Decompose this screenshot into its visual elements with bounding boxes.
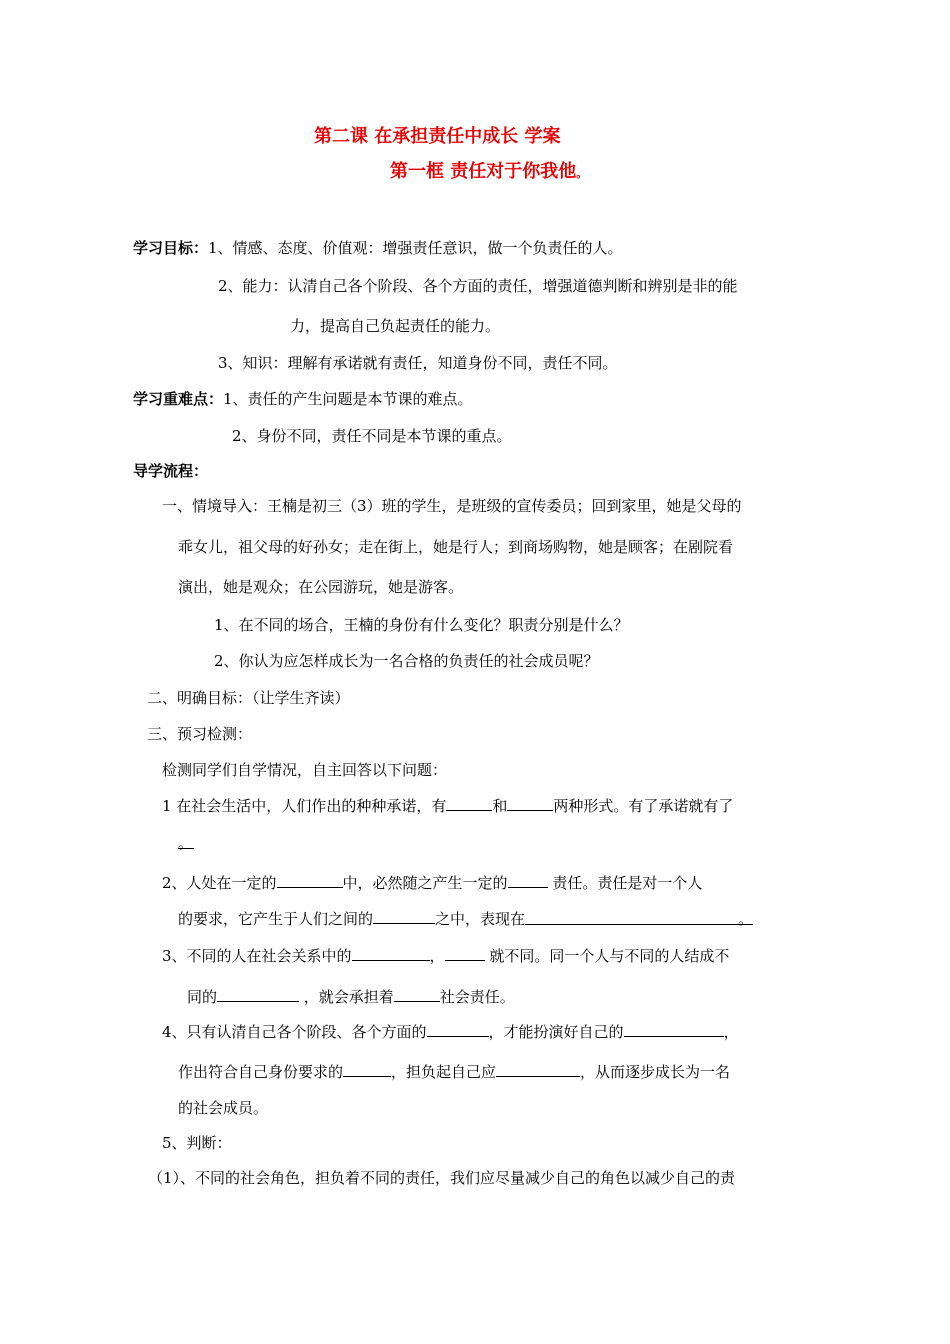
q3-blank-3[interactable] <box>217 985 299 1002</box>
q4-text-d: 作出符合自己身份要求的 <box>178 1063 344 1081</box>
question-2 <box>162 871 702 894</box>
q3-text-b: ， <box>429 947 445 965</box>
q1-blank-1[interactable] <box>446 794 492 811</box>
q1-text-b: 和 <box>492 797 508 815</box>
q1-end-mark: 。 <box>178 834 194 852</box>
q3-blank-4[interactable] <box>394 985 440 1002</box>
q4-blank-1[interactable] <box>427 1020 489 1037</box>
section-clear-goals: 二、明确目标：（让学生齐读） <box>147 689 350 707</box>
scenario-line-2: 乖女儿，祖父母的好孙女；走在街上，她是行人；到商场购物，她是顾客；在剧院看 <box>178 538 734 556</box>
judgement-1: （1）、不同的社会角色，担负着不同的责任，我们应尽量减少自己的角色以减少自己的责 <box>148 1169 736 1187</box>
q1-text-c: 两种形式。有了承诺就有了 <box>553 797 734 815</box>
question-4 <box>162 1020 739 1043</box>
question-3 <box>162 944 729 967</box>
q4-blank-3[interactable] <box>343 1060 391 1077</box>
preview-intro: 检测同学们自学情况，自主回答以下问题： <box>162 761 448 779</box>
q3-text-e: ，就会承担着 <box>299 988 394 1006</box>
q1-blank-3[interactable] <box>178 832 194 852</box>
q4-text-c: ， <box>723 1023 739 1041</box>
key-point-2: 2、身份不同，责任不同是本节课的重点。 <box>232 427 512 445</box>
q4-text-b: ，才能扮演好自己的 <box>488 1023 624 1041</box>
key-points-label: 学习重难点： <box>133 390 224 408</box>
q4-text-f: ，从而逐步成长为一名 <box>580 1063 731 1081</box>
q2-end-mark: 。 <box>738 910 754 928</box>
question-4-cont <box>178 1060 730 1083</box>
section-title-dot: 。 <box>576 167 588 180</box>
q4-text-a: 4、只有认清自己各个阶段、各个方面的 <box>162 1023 427 1041</box>
goals-line-1 <box>133 237 623 259</box>
section-preview-check: 三、预习检测： <box>147 725 253 743</box>
key-point-1: 1、责任的产生问题是本节课的难点。 <box>223 390 473 408</box>
lesson-title: 第二课 在承担责任中成长 学案 <box>314 126 561 147</box>
q2-text-e: 之中，表现在 <box>435 910 526 928</box>
q2-text-d: 的要求，它产生于人们之间的 <box>178 910 374 928</box>
question-4-end: 的社会成员。 <box>178 1099 269 1117</box>
question-1 <box>162 794 733 817</box>
question-2-cont <box>178 907 753 930</box>
q3-text-f: 社会责任。 <box>439 988 515 1006</box>
scenario-question-2: 2、你认为应怎样成长为一名合格的负责任的社会成员呢？ <box>214 652 599 670</box>
goal-1: 1、情感、态度、价值观：增强责任意识，做一个负责任的人。 <box>208 239 623 257</box>
key-points-line-1 <box>133 388 473 410</box>
q4-text-e: ，担负起自己应 <box>391 1063 497 1081</box>
section-title-text: 第一框 责任对于你我他 <box>390 161 577 182</box>
q4-blank-2[interactable] <box>624 1020 724 1037</box>
q3-text-d: 同的 <box>187 988 218 1006</box>
q2-blank-3[interactable] <box>373 907 435 924</box>
q3-text-a: 3、不同的人在社会关系中的 <box>162 947 352 965</box>
scenario-question-1: 1、在不同的场合，王楠的身份有什么变化？职责分别是什么？ <box>214 616 629 634</box>
goal-2b: 力，提高自己负起责任的能力。 <box>290 317 501 335</box>
scenario-line-1: 一、情境导入：王楠是初三（3）班的学生，是班级的宣传委员；回到家里，她是父母的 <box>162 497 742 515</box>
q3-blank-1[interactable] <box>352 944 430 961</box>
question-5: 5、判断： <box>162 1134 232 1152</box>
q2-text-b: 中，必然随之产生一定的 <box>342 874 508 892</box>
goal-2a: 2、能力：认清自己各个阶段、各个方面的责任，增强道德判断和辨别是非的能 <box>218 277 738 295</box>
q2-text-c: 责任。责任是对一个人 <box>547 874 703 892</box>
question-3-cont <box>187 985 515 1008</box>
flow-label: 导学流程： <box>133 462 209 480</box>
q3-blank-2[interactable] <box>445 944 485 961</box>
goals-label: 学习目标： <box>133 239 209 257</box>
q1-blank-2[interactable] <box>507 794 553 811</box>
q2-blank-2[interactable] <box>508 871 548 888</box>
question-1-end <box>178 832 194 854</box>
q1-text-a: 1 在社会生活中，人们作出的种种承诺，有 <box>162 797 447 815</box>
q4-blank-4[interactable] <box>496 1060 580 1077</box>
scenario-line-3: 演出，她是观众；在公园游玩，她是游客。 <box>178 578 464 596</box>
q2-blank-4[interactable] <box>525 908 754 928</box>
section-title <box>390 161 587 185</box>
q2-text-a: 2、人处在一定的 <box>162 874 277 892</box>
q2-blank-1[interactable] <box>277 871 343 888</box>
q3-text-c: 就不同。同一个人与不同的人结成不 <box>484 947 730 965</box>
goal-3: 3、知识：理解有承诺就有责任，知道身份不同，责任不同。 <box>218 354 618 372</box>
